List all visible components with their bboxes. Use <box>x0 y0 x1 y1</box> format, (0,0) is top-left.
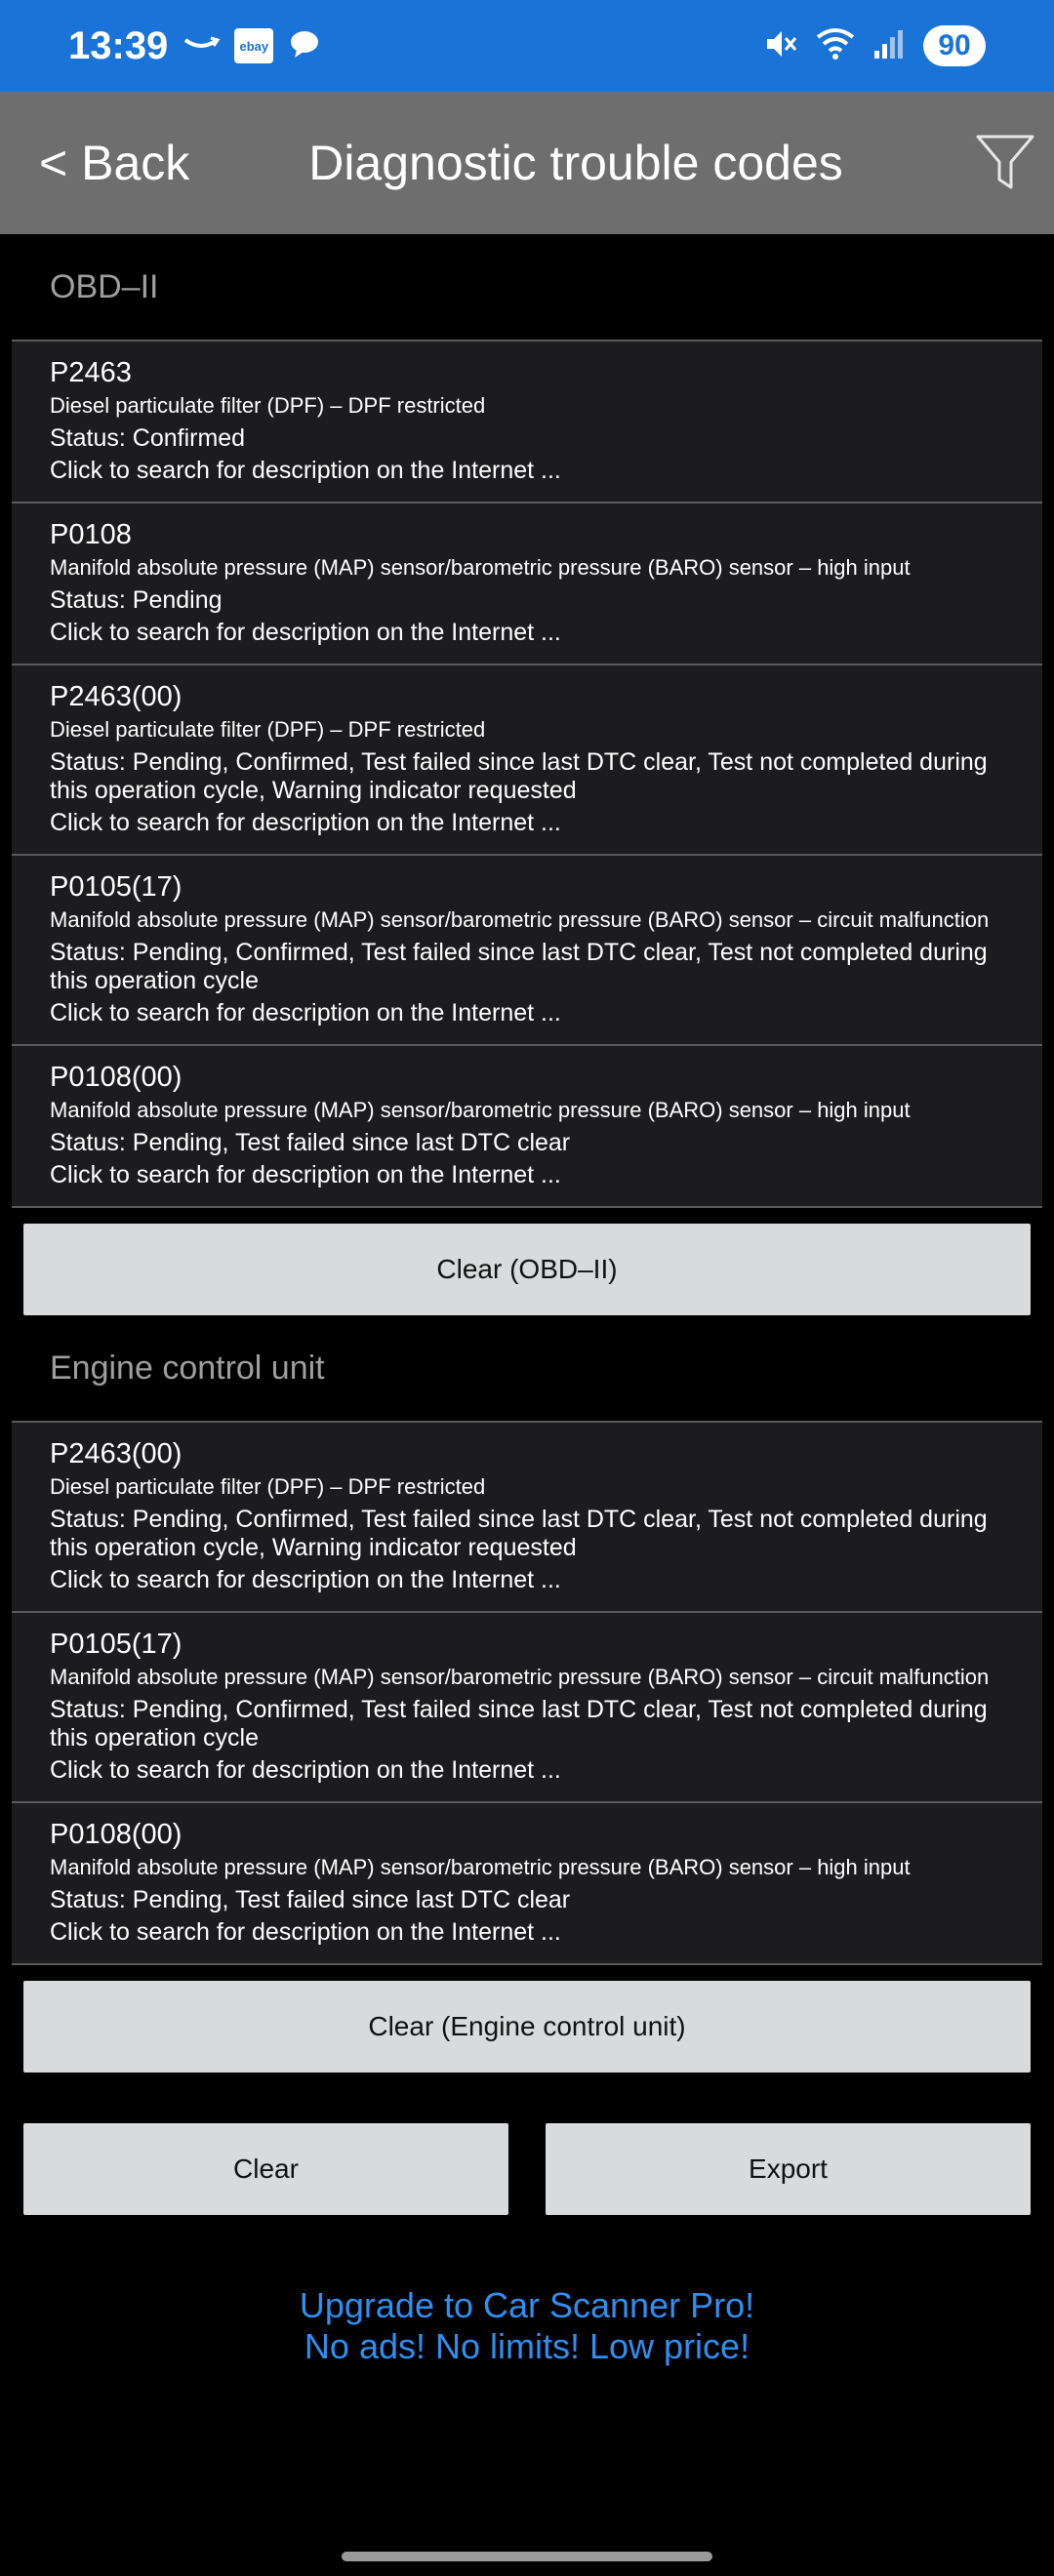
clear-obd2-button[interactable]: Clear (OBD–II) <box>23 1224 1031 1315</box>
upgrade-promo-link[interactable] <box>0 2285 1054 2367</box>
ebay-icon: ebay <box>234 28 273 63</box>
upgrade-line-1: Upgrade to Car Scanner Pro! <box>299 2285 755 2325</box>
dtc-item[interactable] <box>12 856 1042 1046</box>
dtc-status: Status: Pending, Confirmed, Test failed since last DTC clear, Test not completed during this operation cycle <box>50 939 988 994</box>
dtc-description: Manifold absolute pressure (MAP) sensor/barometric pressure (BARO) sensor – high input <box>50 1098 911 1122</box>
chat-icon <box>287 26 322 66</box>
clear-all-button[interactable]: Clear <box>23 2123 508 2215</box>
dtc-search-link[interactable]: Click to search for description on the Internet ... <box>50 809 561 836</box>
dtc-description: Manifold absolute pressure (MAP) sensor/barometric pressure (BARO) sensor – circuit malfunction <box>50 907 990 932</box>
page-title: Diagnostic trouble codes <box>308 136 843 190</box>
dtc-status: Status: Pending, Confirmed, Test failed since last DTC clear, Test not completed during this operation cycle <box>50 1696 988 1751</box>
dtc-status: Status: Pending <box>50 586 223 614</box>
dtc-search-link[interactable]: Click to search for description on the Internet ... <box>50 1566 561 1593</box>
dtc-search-link[interactable]: Click to search for description on the Internet ... <box>50 1756 561 1784</box>
dtc-description: Manifold absolute pressure (MAP) sensor/barometric pressure (BARO) sensor – high input <box>50 1855 911 1879</box>
status-time: 13:39 <box>68 23 169 67</box>
dtc-item[interactable] <box>12 1046 1042 1208</box>
dtc-item[interactable] <box>12 342 1042 503</box>
wifi-icon <box>816 27 855 65</box>
section-title-obd2: OBD–II <box>50 267 159 305</box>
dtc-content <box>0 234 1054 2367</box>
dtc-description: Diesel particulate filter (DPF) – DPF restricted <box>50 393 486 418</box>
dtc-code: P2463(00) <box>50 681 182 712</box>
dtc-description: Diesel particulate filter (DPF) – DPF restricted <box>50 1474 486 1499</box>
dtc-status: Status: Pending, Test failed since last DTC clear <box>50 1886 571 1913</box>
back-button[interactable]: < Back <box>39 136 190 190</box>
dtc-list-obd2 <box>12 340 1042 1208</box>
filter-icon <box>974 131 1036 193</box>
dtc-code: P2463 <box>50 357 132 388</box>
dtc-status: Status: Pending, Test failed since last DTC clear <box>50 1129 571 1156</box>
dtc-code: P0105(17) <box>50 871 182 903</box>
dtc-code: P0108 <box>50 519 132 550</box>
dtc-description: Manifold absolute pressure (MAP) sensor/barometric pressure (BARO) sensor – circuit malfunction <box>50 1665 990 1689</box>
dtc-search-link[interactable]: Click to search for description on the Internet ... <box>50 619 561 646</box>
dtc-search-link[interactable]: Click to search for description on the Internet ... <box>50 999 561 1026</box>
clear-ecu-button[interactable]: Clear (Engine control unit) <box>23 1981 1031 2073</box>
bottom-actions <box>23 2123 1031 2215</box>
notification-icons <box>182 26 322 66</box>
dtc-description: Manifold absolute pressure (MAP) sensor/barometric pressure (BARO) sensor – high input <box>50 555 911 580</box>
upgrade-line-2: No ads! No limits! Low price! <box>304 2326 750 2366</box>
section-title-ecu: Engine control unit <box>50 1348 325 1387</box>
dtc-search-link[interactable]: Click to search for description on the Internet ... <box>50 1161 561 1188</box>
dtc-code: P0108(00) <box>50 1819 182 1850</box>
dtc-status: Status: Pending, Confirmed, Test failed since last DTC clear, Test not completed during this operation cycle, Warning indicator requested <box>50 1506 988 1561</box>
amazon-icon <box>182 32 221 60</box>
export-button[interactable]: Export <box>546 2123 1031 2215</box>
dtc-search-link[interactable]: Click to search for description on the Internet ... <box>50 1918 561 1946</box>
dtc-code: P2463(00) <box>50 1438 182 1469</box>
dtc-description: Diesel particulate filter (DPF) – DPF restricted <box>50 717 486 742</box>
dtc-status: Status: Pending, Confirmed, Test failed since last DTC clear, Test not completed during this operation cycle, Warning indicator requested <box>50 748 988 804</box>
dtc-item[interactable] <box>12 503 1042 665</box>
app-header <box>0 92 1054 234</box>
battery-indicator: 90 <box>923 25 986 66</box>
dtc-code: P0108(00) <box>50 1062 182 1093</box>
dtc-item[interactable] <box>12 1613 1042 1803</box>
dtc-list-ecu <box>12 1421 1042 1965</box>
status-bar <box>0 0 1054 92</box>
dtc-code: P0105(17) <box>50 1629 182 1660</box>
dtc-search-link[interactable]: Click to search for description on the Internet ... <box>50 457 561 484</box>
mute-icon <box>763 26 798 66</box>
dtc-status: Status: Confirmed <box>50 424 246 452</box>
home-indicator[interactable] <box>342 2552 712 2561</box>
signal-icon <box>872 27 906 65</box>
dtc-item[interactable] <box>12 665 1042 856</box>
dtc-item[interactable] <box>12 1423 1042 1613</box>
filter-button[interactable] <box>974 131 1036 193</box>
dtc-item[interactable] <box>12 1803 1042 1965</box>
